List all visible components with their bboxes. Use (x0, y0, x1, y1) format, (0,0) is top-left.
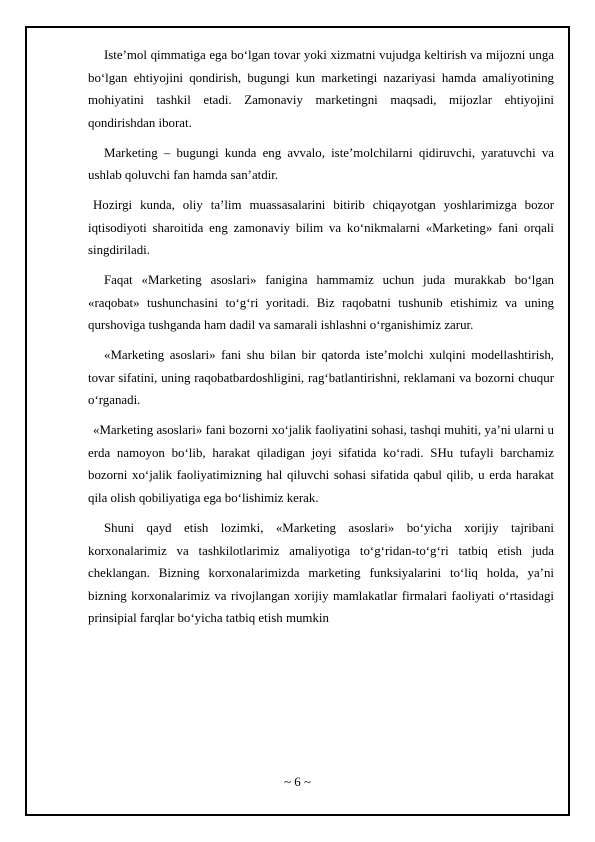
paragraph-6: «Marketing asoslari» fani bozorni xo‘jalik faoliyatini sohasi, tashqi muhiti, ya’ni ularni u erda namoyon bo‘lib, harakat qiladigan joyi sifatida ko‘radi. SHu tufayli barchamiz bozorni xo‘jalik faoliyatimizning hal qiluvchi sohasi sifatida qabul qilib, u erda harakat qila olish qobiliyatiga ega bo‘lishimiz kerak. (88, 423, 554, 505)
paragraph-1: Iste’mol qimmatiga ega bo‘lgan tovar yoki xizmatni vujudga keltirish va mijozni unga bo‘lgan ehtiyojini qondirish, bugungi kun marketingi nazariyasi hamda amaliyotining mohiyatini tashkil etadi. Zamonaviy marketingni maqsadi, mijozlar ehtiyojini qondirishdan iborat. (88, 48, 554, 130)
page-content (88, 44, 554, 637)
page-number: ~ 6 ~ (284, 775, 311, 789)
paragraph-3: Hozirgi kunda, oliy ta’lim muassasalarini bitirib chiqayotgan yoshlarimizga bozor iqtisodiyoti sharoitida eng zamonaviy bilim va ko‘nikmalarni «Marketing» fani orqali singdiriladi. (88, 198, 554, 258)
paragraph-2: Marketing – bugungi kunda eng avvalo, iste’molchilarni qidiruvchi, yaratuvchi va ushlab qoluvchi fan hamda san’atdir. (88, 145, 554, 183)
paragraph-4: Faqat «Marketing asoslari» fanigina hammamiz uchun juda murakkab bo‘lgan «raqobat» tushunchasini to‘g‘ri yoritadi. Biz raqobatni tushunib etishimiz va uning qurshoviga tushganda ham dadil va samarali ishlashni o‘rganishimiz zarur. (88, 273, 554, 333)
paragraph-5: «Marketing asoslari» fani shu bilan bir qatorda iste’molchi xulqini modellashtirish, tovar sifatini, uning raqobatbardoshligini, rag‘batlantirishni, reklamani va bozorni chuqur o‘rganadi. (88, 348, 554, 408)
paragraph-7: Shuni qayd etish lozimki, «Marketing asoslari» bo‘yicha xorijiy tajribani korxonalarimiz va tashkilotlarimiz amaliyotiga to‘g‘ridan-to‘g‘ri tatbiq etish juda cheklangan. Bizning korxonalarimizda marketing funksiyalarini to‘liq holda, ya’ni bizning korxonalarimiz va rivojlangan xorijiy mamlakatlar firmalari faoliyati o‘rtasidagi prinsipial farqlar bo‘yicha tatbiq etish mumkin (88, 521, 554, 626)
